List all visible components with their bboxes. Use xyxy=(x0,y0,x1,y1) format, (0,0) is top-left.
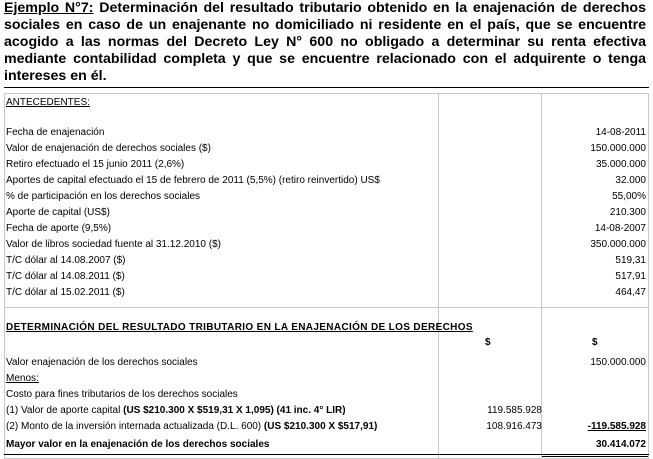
grid-line xyxy=(4,307,649,308)
table-row xyxy=(4,189,649,205)
row-label: Fecha de aporte (9,5%) xyxy=(6,223,112,234)
row-formula: (US $210.300 X $519,31 X 1,095) (41 inc. 4° LIR) xyxy=(123,405,346,416)
table-row xyxy=(4,387,649,403)
determinacion-title: DETERMINACIÓN DEL RESULTADO TRIBUTARIO EN LA ENAJENACIÓN DE LOS DERECHOS xyxy=(6,322,473,333)
row-label: Valor enajenación de los derechos sociales xyxy=(6,357,198,368)
row-label: Valor de enajenación de derechos sociales ($) xyxy=(6,143,211,154)
row-label: Retiro efectuado el 15 junio 2011 (2,6%) xyxy=(6,159,185,170)
row-label: % de participación en los derechos sociales xyxy=(6,191,200,202)
table-row xyxy=(4,157,649,173)
table-row xyxy=(4,125,649,141)
table-row xyxy=(4,205,649,221)
section-title-row xyxy=(4,95,649,111)
table-row xyxy=(4,355,649,371)
heading-underline xyxy=(4,87,649,88)
result-double-underline xyxy=(542,456,648,457)
row-value: 464,47 xyxy=(615,287,646,298)
row-label: Valor de libros sociedad fuente al 31.12.2010 ($) xyxy=(6,239,221,250)
result-underline xyxy=(4,454,649,455)
row-value: 32.000 xyxy=(615,175,646,186)
row-value: 150.000.000 xyxy=(590,143,646,154)
currency-header: $ xyxy=(592,337,598,348)
row-label: T/C dólar al 15.02.2011 ($) xyxy=(6,287,125,298)
row-label: Fecha de enajenación xyxy=(6,127,105,138)
row-label: Costo para fines tributarios de los derechos sociales xyxy=(6,389,238,400)
row-label: Aporte de capital (US$) xyxy=(6,207,110,218)
row-value: 35.000.000 xyxy=(595,159,646,170)
table-row xyxy=(4,403,649,419)
table-row xyxy=(4,269,649,285)
currency-header: $ xyxy=(485,337,491,348)
row-value: 519,31 xyxy=(615,255,646,266)
example-heading xyxy=(4,0,646,85)
row-value: 210.300 xyxy=(609,207,646,218)
example-description: Determinación del resultado tributario obtenido en la enajenación de derechos sociales en caso de un enajenante no domiciliado ni residente en el país, que se encuentre acogido a las normas del Decreto Ley N° 600 no obligado a determinar su renta efectiva mediante contabilidad completa y que se encuentre relacionado con el adquirente o tenga intereses en él. xyxy=(4,0,646,84)
result-row xyxy=(4,437,649,453)
row-formula: (US $210.300 X $517,91) xyxy=(263,421,378,432)
table-row xyxy=(4,141,649,157)
table-row xyxy=(4,285,649,301)
table-row xyxy=(4,237,649,253)
row-value: 119.585.928 xyxy=(487,405,542,416)
antecedentes-title: ANTECEDENTES: xyxy=(6,97,90,108)
row-value: 108.916.473 xyxy=(486,421,542,432)
row-label: T/C dólar al 14.08.2011 ($) xyxy=(6,271,125,282)
row-value: 14-08-2011 xyxy=(595,127,646,138)
row-value: 517,91 xyxy=(615,271,646,282)
example-number: Ejemplo N°7: xyxy=(4,0,94,16)
row-label: (2) Monto de la inversión internada actualizada (D.L. 600) xyxy=(6,421,264,432)
section-title-row xyxy=(4,320,649,336)
grid-line xyxy=(4,93,649,94)
table-row xyxy=(4,173,649,189)
spreadsheet xyxy=(4,93,649,459)
table-row xyxy=(4,221,649,237)
result-value: 30.414.072 xyxy=(595,439,646,450)
row-total: -119.585.928 xyxy=(587,421,646,432)
row-label: Aportes de capital efectuado el 15 de febrero de 2011 (5,5%) (retiro reinvertido) US$ xyxy=(6,175,380,186)
row-value: 150.000.000 xyxy=(590,357,646,368)
menos-label: Menos: xyxy=(6,373,39,384)
row-value: 14-08-2007 xyxy=(594,223,646,234)
row-value: 55,00% xyxy=(612,191,646,202)
row-label: (1) Valor de aporte capital xyxy=(6,405,124,416)
row-label: T/C dólar al 14.08.2007 ($) xyxy=(6,255,126,266)
currency-header-row xyxy=(4,335,649,351)
table-row xyxy=(4,253,649,269)
table-row xyxy=(4,371,649,387)
result-label: Mayor valor en la enajenación de los derechos sociales xyxy=(6,439,270,450)
row-value: 350.000.000 xyxy=(590,239,646,250)
table-row xyxy=(4,419,649,435)
